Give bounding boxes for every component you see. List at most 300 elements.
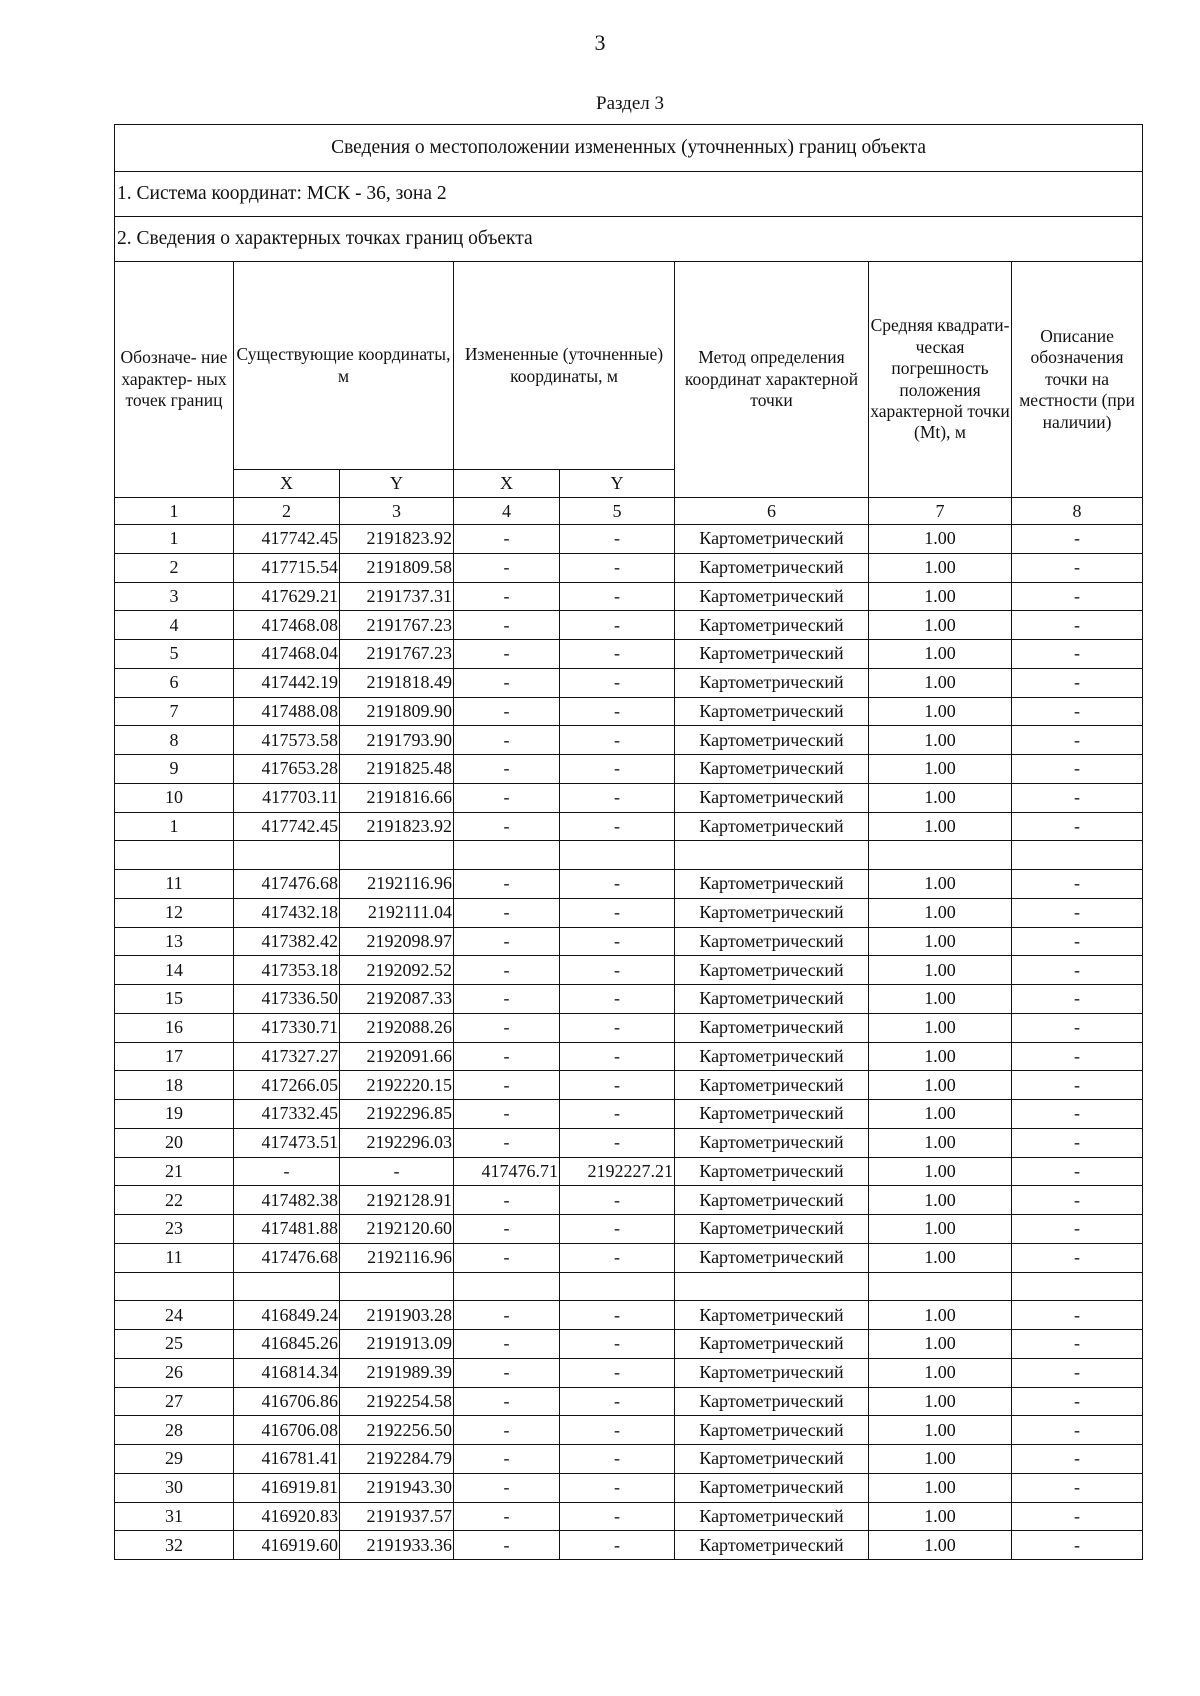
cell-point-id: 30	[115, 1473, 234, 1502]
separator-cell	[1012, 841, 1143, 870]
cell-accuracy: 1.00	[869, 611, 1012, 640]
cell-accuracy: 1.00	[869, 1243, 1012, 1272]
cell-changed-y: -	[560, 985, 675, 1014]
cell-method: Картометрический	[675, 783, 869, 812]
cell-changed-x: -	[454, 783, 560, 812]
cell-point-id: 1	[115, 812, 234, 841]
cell-point-id: 19	[115, 1100, 234, 1129]
cell-description: -	[1012, 985, 1143, 1014]
cell-existing-y: 2192092.52	[340, 956, 454, 985]
cell-changed-y: -	[560, 1301, 675, 1330]
cell-existing-x: 417482.38	[234, 1186, 340, 1215]
cell-description: -	[1012, 755, 1143, 784]
cell-accuracy: 1.00	[869, 1502, 1012, 1531]
cell-method: Картометрический	[675, 812, 869, 841]
header-accuracy: Средняя квадрати- ческая погрешность положения характерной точки (Mt), м	[869, 262, 1012, 498]
cell-existing-y: 2191737.31	[340, 582, 454, 611]
cell-changed-x: -	[454, 1215, 560, 1244]
cell-changed-y: -	[560, 1042, 675, 1071]
cell-method: Картометрический	[675, 985, 869, 1014]
cell-method: Картометрический	[675, 640, 869, 669]
cell-accuracy: 1.00	[869, 1186, 1012, 1215]
cell-accuracy: 1.00	[869, 1157, 1012, 1186]
cell-point-id: 26	[115, 1358, 234, 1387]
separator-cell	[454, 1272, 560, 1301]
cell-description: -	[1012, 553, 1143, 582]
cell-existing-y: 2191823.92	[340, 812, 454, 841]
table-row	[115, 1186, 1143, 1215]
cell-method: Картометрический	[675, 1445, 869, 1474]
cell-existing-x: 417742.45	[234, 525, 340, 554]
cell-description: -	[1012, 525, 1143, 554]
cell-existing-y: 2192116.96	[340, 870, 454, 899]
cell-existing-y: 2191816.66	[340, 783, 454, 812]
cell-point-id: 6	[115, 668, 234, 697]
cell-changed-x: -	[454, 1042, 560, 1071]
cell-existing-x: 416845.26	[234, 1330, 340, 1359]
cell-changed-x: -	[454, 611, 560, 640]
header-changed-y: Y	[560, 470, 675, 498]
cell-existing-x: -	[234, 1157, 340, 1186]
table-row	[115, 1128, 1143, 1157]
cell-changed-x: -	[454, 1358, 560, 1387]
table-row	[115, 1100, 1143, 1129]
cell-existing-x: 416849.24	[234, 1301, 340, 1330]
cell-point-id: 13	[115, 927, 234, 956]
cell-changed-x: -	[454, 582, 560, 611]
cell-changed-y: -	[560, 697, 675, 726]
cell-existing-x: 417653.28	[234, 755, 340, 784]
separator-cell	[454, 841, 560, 870]
table-row	[115, 1071, 1143, 1100]
cell-accuracy: 1.00	[869, 985, 1012, 1014]
cell-existing-x: 416781.41	[234, 1445, 340, 1474]
separator-cell	[115, 841, 234, 870]
cell-accuracy: 1.00	[869, 553, 1012, 582]
cell-changed-y: -	[560, 927, 675, 956]
cell-accuracy: 1.00	[869, 1071, 1012, 1100]
cell-accuracy: 1.00	[869, 668, 1012, 697]
separator-cell	[340, 841, 454, 870]
separator-cell	[560, 841, 675, 870]
column-number-6: 6	[675, 498, 869, 525]
table-row	[115, 697, 1143, 726]
cell-point-id: 1	[115, 525, 234, 554]
cell-existing-x: 416919.81	[234, 1473, 340, 1502]
cell-accuracy: 1.00	[869, 726, 1012, 755]
cell-changed-y: -	[560, 1387, 675, 1416]
cell-existing-x: 417473.51	[234, 1128, 340, 1157]
cell-method: Картометрический	[675, 1330, 869, 1359]
cell-changed-y: -	[560, 1358, 675, 1387]
cell-accuracy: 1.00	[869, 956, 1012, 985]
cell-existing-x: 417332.45	[234, 1100, 340, 1129]
cell-method: Картометрический	[675, 1473, 869, 1502]
cell-accuracy: 1.00	[869, 525, 1012, 554]
cell-existing-y: 2191793.90	[340, 726, 454, 755]
cell-existing-y: 2192256.50	[340, 1416, 454, 1445]
cell-accuracy: 1.00	[869, 812, 1012, 841]
cell-accuracy: 1.00	[869, 755, 1012, 784]
section-label: Раздел 3	[596, 93, 664, 114]
column-number-2: 2	[234, 498, 340, 525]
cell-accuracy: 1.00	[869, 898, 1012, 927]
cell-method: Картометрический	[675, 755, 869, 784]
cell-accuracy: 1.00	[869, 1100, 1012, 1129]
cell-existing-x: 417742.45	[234, 812, 340, 841]
cell-existing-x: 416920.83	[234, 1502, 340, 1531]
table-row	[115, 1531, 1143, 1560]
cell-description: -	[1012, 1128, 1143, 1157]
cell-description: -	[1012, 1186, 1143, 1215]
cell-method: Картометрический	[675, 697, 869, 726]
cell-changed-y: -	[560, 1128, 675, 1157]
cell-point-id: 16	[115, 1013, 234, 1042]
cell-existing-x: 417382.42	[234, 927, 340, 956]
cell-changed-x: -	[454, 525, 560, 554]
cell-changed-x: -	[454, 985, 560, 1014]
cell-changed-x: -	[454, 1100, 560, 1129]
cell-existing-x: 417481.88	[234, 1215, 340, 1244]
cell-existing-y: 2192116.96	[340, 1243, 454, 1272]
cell-accuracy: 1.00	[869, 1387, 1012, 1416]
table-row	[115, 525, 1143, 554]
cell-point-id: 3	[115, 582, 234, 611]
cell-description: -	[1012, 1502, 1143, 1531]
cell-changed-x: -	[454, 898, 560, 927]
cell-point-id: 2	[115, 553, 234, 582]
cell-changed-y: -	[560, 640, 675, 669]
header-existing-y: Y	[340, 470, 454, 498]
column-number-3: 3	[340, 498, 454, 525]
cell-existing-y: 2191809.90	[340, 697, 454, 726]
cell-method: Картометрический	[675, 1100, 869, 1129]
cell-changed-y: 2192227.21	[560, 1157, 675, 1186]
cell-changed-x: -	[454, 1416, 560, 1445]
cell-description: -	[1012, 1301, 1143, 1330]
cell-existing-x: 417336.50	[234, 985, 340, 1014]
cell-existing-x: 417629.21	[234, 582, 340, 611]
table-row	[115, 582, 1143, 611]
table-row	[115, 1358, 1143, 1387]
cell-accuracy: 1.00	[869, 1215, 1012, 1244]
cell-changed-y: -	[560, 1071, 675, 1100]
cell-changed-x: -	[454, 668, 560, 697]
separator-cell	[340, 1272, 454, 1301]
cell-existing-y: 2191903.28	[340, 1301, 454, 1330]
cell-changed-y: -	[560, 1243, 675, 1272]
cell-changed-x: -	[454, 1128, 560, 1157]
cell-method: Картометрический	[675, 611, 869, 640]
cell-changed-y: -	[560, 1416, 675, 1445]
cell-existing-x: 416814.34	[234, 1358, 340, 1387]
cell-changed-y: -	[560, 1531, 675, 1560]
cell-changed-x: -	[454, 755, 560, 784]
cell-accuracy: 1.00	[869, 1301, 1012, 1330]
cell-existing-x: 417715.54	[234, 553, 340, 582]
cell-existing-x: 417703.11	[234, 783, 340, 812]
separator-cell	[234, 1272, 340, 1301]
cell-description: -	[1012, 1416, 1143, 1445]
cell-method: Картометрический	[675, 582, 869, 611]
cell-method: Картометрический	[675, 1531, 869, 1560]
cell-existing-y: 2192296.03	[340, 1128, 454, 1157]
separator-cell	[560, 1272, 675, 1301]
cell-description: -	[1012, 1387, 1143, 1416]
table-row	[115, 1445, 1143, 1474]
cell-existing-y: 2192111.04	[340, 898, 454, 927]
cell-point-id: 7	[115, 697, 234, 726]
cell-accuracy: 1.00	[869, 1531, 1012, 1560]
cell-existing-y: 2191913.09	[340, 1330, 454, 1359]
cell-existing-y: -	[340, 1157, 454, 1186]
cell-description: -	[1012, 1042, 1143, 1071]
table-row	[115, 1013, 1143, 1042]
cell-method: Картометрический	[675, 956, 869, 985]
cell-accuracy: 1.00	[869, 582, 1012, 611]
cell-existing-x: 417476.68	[234, 1243, 340, 1272]
cell-existing-x: 416706.08	[234, 1416, 340, 1445]
cell-accuracy: 1.00	[869, 1445, 1012, 1474]
column-number-4: 4	[454, 498, 560, 525]
cell-accuracy: 1.00	[869, 927, 1012, 956]
cell-method: Картометрический	[675, 1358, 869, 1387]
separator-cell	[869, 1272, 1012, 1301]
cell-description: -	[1012, 1445, 1143, 1474]
cell-changed-x: -	[454, 1071, 560, 1100]
cell-changed-x: -	[454, 553, 560, 582]
cell-existing-y: 2191767.23	[340, 640, 454, 669]
cell-description: -	[1012, 1358, 1143, 1387]
cell-accuracy: 1.00	[869, 783, 1012, 812]
table-row	[115, 898, 1143, 927]
cell-existing-y: 2191809.58	[340, 553, 454, 582]
cell-existing-x: 417266.05	[234, 1071, 340, 1100]
cell-existing-x: 417468.04	[234, 640, 340, 669]
cell-description: -	[1012, 1013, 1143, 1042]
cell-changed-x: -	[454, 1387, 560, 1416]
cell-changed-x: -	[454, 956, 560, 985]
cell-method: Картометрический	[675, 898, 869, 927]
cell-changed-y: -	[560, 582, 675, 611]
column-numbers-row	[115, 498, 1143, 525]
boundary-points-table	[114, 124, 1143, 1560]
cell-description: -	[1012, 927, 1143, 956]
table-row	[115, 1416, 1143, 1445]
table-title: Сведения о местоположении измененных (уточненных) границ объекта	[115, 125, 1143, 172]
cell-existing-x: 417488.08	[234, 697, 340, 726]
cell-method: Картометрический	[675, 668, 869, 697]
cell-description: -	[1012, 1157, 1143, 1186]
separator-row	[115, 841, 1143, 870]
cell-changed-y: -	[560, 956, 675, 985]
page-number: 3	[594, 30, 606, 55]
table-row	[115, 783, 1143, 812]
cell-changed-x: 417476.71	[454, 1157, 560, 1186]
cell-changed-x: -	[454, 870, 560, 899]
cell-point-id: 18	[115, 1071, 234, 1100]
cell-changed-x: -	[454, 1473, 560, 1502]
cell-existing-x: 417327.27	[234, 1042, 340, 1071]
cell-point-id: 4	[115, 611, 234, 640]
coordinate-system: 1. Система координат: МСК - 36, зона 2	[115, 172, 1143, 217]
cell-method: Картометрический	[675, 726, 869, 755]
table-row	[115, 1473, 1143, 1502]
cell-existing-y: 2192128.91	[340, 1186, 454, 1215]
separator-cell	[1012, 1272, 1143, 1301]
table-row	[115, 755, 1143, 784]
header-changed-coords: Измененные (уточненные) координаты, м	[454, 262, 675, 470]
cell-changed-y: -	[560, 1100, 675, 1129]
cell-changed-y: -	[560, 525, 675, 554]
cell-method: Картометрический	[675, 1387, 869, 1416]
cell-description: -	[1012, 1100, 1143, 1129]
cell-description: -	[1012, 1071, 1143, 1100]
cell-existing-y: 2192220.15	[340, 1071, 454, 1100]
table-row	[115, 1301, 1143, 1330]
cell-method: Картометрический	[675, 1416, 869, 1445]
cell-point-id: 25	[115, 1330, 234, 1359]
cell-description: -	[1012, 1473, 1143, 1502]
cell-method: Картометрический	[675, 1186, 869, 1215]
points-heading: 2. Сведения о характерных точках границ объекта	[115, 217, 1143, 262]
cell-changed-x: -	[454, 1301, 560, 1330]
table-row	[115, 1330, 1143, 1359]
cell-accuracy: 1.00	[869, 1358, 1012, 1387]
cell-accuracy: 1.00	[869, 1416, 1012, 1445]
table-row	[115, 726, 1143, 755]
cell-description: -	[1012, 726, 1143, 755]
cell-changed-x: -	[454, 812, 560, 841]
cell-existing-x: 416706.86	[234, 1387, 340, 1416]
cell-changed-x: -	[454, 726, 560, 755]
cell-point-id: 31	[115, 1502, 234, 1531]
cell-changed-y: -	[560, 1445, 675, 1474]
cell-existing-x: 417468.08	[234, 611, 340, 640]
cell-existing-y: 2192088.26	[340, 1013, 454, 1042]
table-row	[115, 640, 1143, 669]
table-row	[115, 1502, 1143, 1531]
table-row	[115, 1387, 1143, 1416]
cell-existing-y: 2192284.79	[340, 1445, 454, 1474]
cell-method: Картометрический	[675, 1243, 869, 1272]
cell-method: Картометрический	[675, 1128, 869, 1157]
cell-changed-y: -	[560, 611, 675, 640]
cell-changed-y: -	[560, 1215, 675, 1244]
cell-existing-x: 417432.18	[234, 898, 340, 927]
cell-changed-x: -	[454, 1186, 560, 1215]
column-number-7: 7	[869, 498, 1012, 525]
header-changed-x: X	[454, 470, 560, 498]
cell-changed-y: -	[560, 783, 675, 812]
column-number-5: 5	[560, 498, 675, 525]
cell-method: Картометрический	[675, 1502, 869, 1531]
cell-point-id: 5	[115, 640, 234, 669]
cell-changed-x: -	[454, 1531, 560, 1560]
cell-existing-y: 2191937.57	[340, 1502, 454, 1531]
cell-point-id: 29	[115, 1445, 234, 1474]
cell-changed-y: -	[560, 812, 675, 841]
cell-description: -	[1012, 611, 1143, 640]
separator-cell	[675, 841, 869, 870]
cell-point-id: 15	[115, 985, 234, 1014]
cell-point-id: 10	[115, 783, 234, 812]
cell-existing-y: 2191989.39	[340, 1358, 454, 1387]
cell-description: -	[1012, 956, 1143, 985]
cell-description: -	[1012, 1243, 1143, 1272]
cell-point-id: 8	[115, 726, 234, 755]
cell-point-id: 14	[115, 956, 234, 985]
cell-changed-x: -	[454, 1330, 560, 1359]
cell-description: -	[1012, 812, 1143, 841]
cell-existing-y: 2192087.33	[340, 985, 454, 1014]
column-number-1: 1	[115, 498, 234, 525]
table-row	[115, 1042, 1143, 1071]
cell-description: -	[1012, 668, 1143, 697]
header-designation: Обозначе- ние характер- ных точек границ	[115, 262, 234, 498]
separator-cell	[675, 1272, 869, 1301]
cell-point-id: 21	[115, 1157, 234, 1186]
cell-method: Картометрический	[675, 1071, 869, 1100]
cell-changed-x: -	[454, 1445, 560, 1474]
cell-changed-x: -	[454, 640, 560, 669]
cell-existing-y: 2191767.23	[340, 611, 454, 640]
cell-method: Картометрический	[675, 1215, 869, 1244]
cell-method: Картометрический	[675, 1301, 869, 1330]
cell-description: -	[1012, 1215, 1143, 1244]
cell-existing-y: 2192098.97	[340, 927, 454, 956]
cell-method: Картометрический	[675, 1042, 869, 1071]
cell-existing-x: 417353.18	[234, 956, 340, 985]
cell-existing-x: 417476.68	[234, 870, 340, 899]
header-existing-x: X	[234, 470, 340, 498]
cell-existing-x: 417573.58	[234, 726, 340, 755]
cell-point-id: 20	[115, 1128, 234, 1157]
table-row	[115, 927, 1143, 956]
separator-row	[115, 1272, 1143, 1301]
cell-accuracy: 1.00	[869, 1128, 1012, 1157]
cell-description: -	[1012, 582, 1143, 611]
cell-description: -	[1012, 783, 1143, 812]
cell-existing-y: 2192254.58	[340, 1387, 454, 1416]
cell-method: Картометрический	[675, 870, 869, 899]
cell-accuracy: 1.00	[869, 1042, 1012, 1071]
cell-point-id: 22	[115, 1186, 234, 1215]
cell-description: -	[1012, 1330, 1143, 1359]
cell-accuracy: 1.00	[869, 697, 1012, 726]
header-method: Метод определения координат характерной точки	[675, 262, 869, 498]
cell-method: Картометрический	[675, 1157, 869, 1186]
separator-cell	[869, 841, 1012, 870]
table-row	[115, 985, 1143, 1014]
cell-changed-x: -	[454, 1502, 560, 1531]
cell-accuracy: 1.00	[869, 640, 1012, 669]
cell-accuracy: 1.00	[869, 1473, 1012, 1502]
table-row	[115, 1215, 1143, 1244]
table-row	[115, 553, 1143, 582]
header-description: Описание обозначения точки на местности (при наличии)	[1012, 262, 1143, 498]
cell-changed-y: -	[560, 668, 675, 697]
cell-existing-y: 2192091.66	[340, 1042, 454, 1071]
cell-existing-x: 416919.60	[234, 1531, 340, 1560]
cell-existing-y: 2191933.36	[340, 1531, 454, 1560]
cell-description: -	[1012, 640, 1143, 669]
cell-changed-x: -	[454, 1243, 560, 1272]
cell-changed-y: -	[560, 1330, 675, 1359]
cell-existing-y: 2191823.92	[340, 525, 454, 554]
cell-existing-y: 2191818.49	[340, 668, 454, 697]
cell-accuracy: 1.00	[869, 870, 1012, 899]
